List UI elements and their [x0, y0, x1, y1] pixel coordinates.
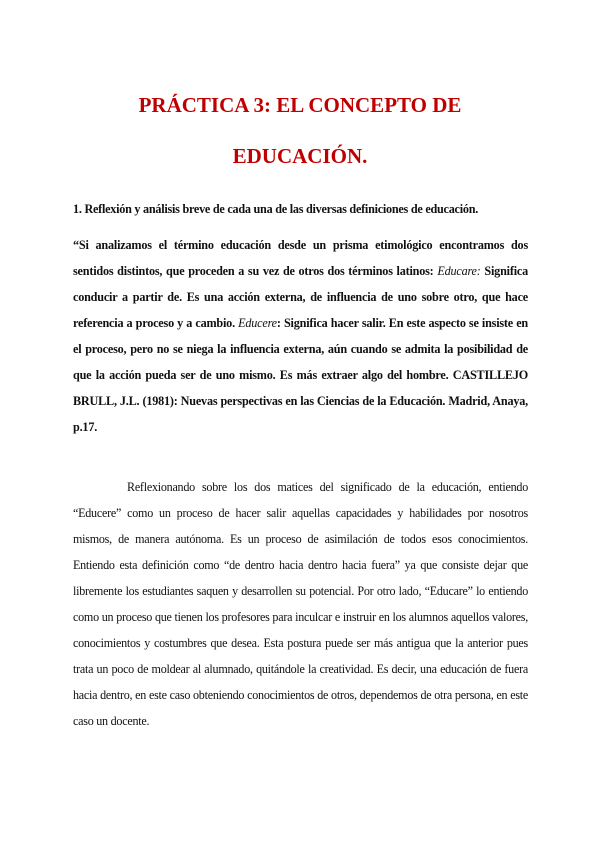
section-heading: 1. Reflexión y análisis breve de cada una de las diversas definiciones de educación.	[73, 202, 479, 216]
quote-text-part-1: “Si analizamos el término educación desde un prisma etimológico encontramos dos sentidos distintos, que proceden a su vez de otros dos términos latinos:	[73, 238, 528, 278]
quote-text-part-2: Significa conducir a partir de. Es una acción externa, de influencia de uno sobre otro, que hace referencia a proceso y a cambio.	[73, 264, 528, 330]
quote-text-part-3: : Significa hacer salir. En este aspecto se insiste en el proceso, pero no se niega la influencia externa, aún cuando se admita la posibilidad de que la acción pueda ser de uno mismo. Es más extraer algo del hombre. CASTILLEJO BRULL, J.L. (1981): Nuevas perspectivas en las Ciencias de la Educación. Madrid, Anaya, p.17.	[73, 316, 528, 434]
quote-term-educere: Educere	[238, 316, 277, 330]
document-title-line-1: PRÁCTICA 3: EL CONCEPTO DE	[138, 93, 462, 117]
body-paragraph: Reflexionando sobre los dos matices del significado de la educación, entiendo “Educere” como un proceso de hacer salir aquellas capacidades y habilidades por nosotros mismos, de manera autónoma. Es un proceso de asimilación de todos esos conocimientos. Entiendo esta definición como “de dentro hacia dentro hacia fuera” ya que consiste dejar que libremente los estudiantes saquen y desarrollen su potencial. Por otro lado, “Educare” lo entiendo como un proceso que tienen los profesores para inculcar e instruir en los alumnos aquellos valores, conocimientos y costumbres que desea. Esta postura puede ser más antigua que la anterior pues trata un poco de moldear al alumnado, quitándole la creatividad. Es decir, una educación de fuera hacia dentro, en este caso obteniendo conocimientos de otros, dependemos de otra persona, en este caso un docente.	[73, 480, 528, 728]
quote-paragraph	[73, 232, 528, 440]
quote-term-educare: Educare:	[437, 264, 481, 278]
document-title-line-2: EDUCACIÓN.	[232, 144, 368, 168]
